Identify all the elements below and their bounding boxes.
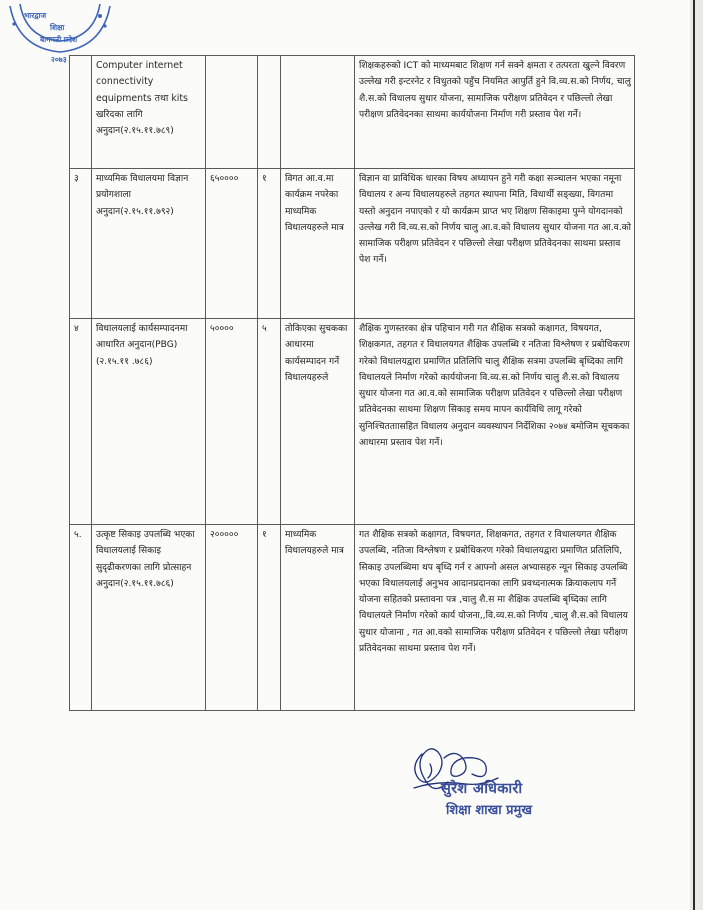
signatory-title: शिक्षा शाखा प्रमुख <box>446 803 532 818</box>
serial-cell: ५. <box>70 525 92 711</box>
stamp-line-2: शिक्षा <box>50 23 65 32</box>
amount-cell: २००००० <box>206 525 258 711</box>
scan-edge-line <box>693 0 695 910</box>
requirements-cell: गत शैक्षिक सत्रको कक्षागत, विषयगत, शिक्षकगत, तहगत र विधालयगत शैक्षिक उपलब्धि, नतिजा विश्लेषण र प्रबोधिकरण गरेको विधालयद्वारा प्रमाणित प्रतिलिपि, सिकाइ उपलब्धिमा थप बृध्दि गर्न र आफ्नो असल अभ्यासहरु न्यून सिकाइ उपलब्धि भएका विधालयलाई अनुभव आदानप्रदानका लागि प्रवध्दनात्मक क्रियाकलाप गर्ने योजना सहितको प्रस्तावना पत्र ,चालु शै.स मा शैक्षिक उपलब्धि बृध्दिका लागि विधालयले निर्माण गरेको कार्य योजना,,वि.व्य.स.को निर्णय ,चालु शै.स.को विधालय सुधार योजाना , गत आ.वको सामाजिक परीक्षण प्रतिवेदन र पछिल्लो लेखा परीक्षण प्रतिवेदनका साथमा प्रस्ताव पेश गर्ने। <box>355 525 635 711</box>
amount-cell: ५०००० <box>206 319 258 525</box>
target-cell: विगत आ.व.मा कार्यक्रम नपरेका माध्यमिक विधालयहरुले मात्र <box>281 169 355 319</box>
quantity-cell: १ <box>258 525 281 711</box>
amount-cell <box>206 56 258 169</box>
serial-cell: ३ <box>70 169 92 319</box>
target-cell <box>281 56 355 169</box>
requirements-cell: विज्ञान वा प्राविधिक धारका विषय अध्यापन हुने गरी कक्षा सञ्चालन भएका नमूना विधालय र अन्य विधालयहरुले तहगत स्थापना मिति, विधार्थी सङ्ख्या, विगतमा यस्तो अनुदान नपाएको र यो कार्यक्रम प्राप्त भए शिक्षण सिकाइमा पुग्ने योगदानको उल्लेख गरी वि.व्य.स.को निर्णय चालु आ.व.को विधालय सुधार योजना गत आ.व.को सामाजिक परीक्षण प्रतिवेदन र पछिल्लो लेखा परीक्षण प्रतिवेदनका साथमा प्रस्ताव पेश गर्ने। <box>355 169 635 319</box>
program-title-cell: माध्यमिक विधालयमा विज्ञान प्रयोगशाला अनुदान(२.१५.११.७९२) <box>92 169 206 319</box>
table-row <box>70 169 635 319</box>
target-cell: तोकिएका सुचकका आधारमा कार्यसम्पादन गर्ने विधालयहरुले <box>281 319 355 525</box>
signatory-name: सुरेश अधिकारी <box>441 781 523 797</box>
amount-cell: ६५०००० <box>206 169 258 319</box>
program-title-cell <box>92 56 206 169</box>
stamp-line-4: २०७३ <box>51 55 67 64</box>
scan-edge <box>690 0 703 910</box>
quantity-cell <box>258 56 281 169</box>
target-cell: माध्यमिक विधालयहरुले मात्र <box>281 525 355 711</box>
table-row <box>70 525 635 711</box>
serial-cell <box>70 56 92 169</box>
program-title-cell: उत्कृष्ट सिकाइ उपलब्धि भएका विधालयलाई सिकाइ सुदृढीकरणका लागि प्रोत्साहन अनुदान(२.१५.११.७८६) <box>92 525 206 711</box>
stamp-line-3: बागमती प्रदेश <box>40 35 78 44</box>
program-title-np: खरिदका लागि अनुदान(२.१५.११.७८९) <box>96 109 174 137</box>
table-row <box>70 56 635 169</box>
serial-cell: ४ <box>70 319 92 525</box>
quantity-cell: ५ <box>258 319 281 525</box>
program-title-en: Computer internet connectivity equipments तथा kits <box>96 60 188 104</box>
grant-program-table <box>69 55 635 711</box>
requirements-cell: शैक्षिक गुणस्तरका क्षेत्र पहिचान गरी गत शैक्षिक सत्रको कक्षागत, विषयगत, शिक्षकगत, तहगत र विधालयगत शैक्षिक उपलब्धि र नतिजा विश्लेषण र प्रबोधिकरण गरेको विधालयद्वारा प्रमाणित प्रतिलिपि चालु शैक्षिक सत्रमा उपलब्धि बृध्दिका लागि विधालयले निर्माण गरेको कार्ययोजना वि.व्य.स.को निर्णय चालु शै.स.को विधालय सुधार योजना गत आ.व.को सामाजिक परीक्षण प्रतिवेदन र पछिल्लो लेखा परीक्षण प्रतिवेदनका साथमा शिक्षण सिकाइ समय मापन कार्यविधि लागू गरेको सुनिश्चितताासहित विधालय अनुदान व्यवस्थापन निर्देशिका २०७४ बमोजिम सूचकका आधारमा प्रस्ताव पेश गर्ने। <box>355 319 635 525</box>
quantity-cell: १ <box>258 169 281 319</box>
requirements-cell: शिक्षकहरुको ICT को माध्यमबाट शिक्षण गर्न सक्ने क्षमता र तत्परता खुल्ने विवरण उल्लेख गरी इन्टरनेट र विधुतको पहुँच नियमित आपुर्ति हुने वि.व्य.स.को निर्णय, चालु शै.स.को विधालय सुधार योजना, सामाजिक परीक्षण प्रतिवेदन र पछिल्लो लेखा परीक्षण प्रतिवेदनका साथमा कार्ययोजना निर्माण गरी प्रस्ताव पेश गर्ने। <box>355 56 635 169</box>
stamp-line-1: भारद्वाज <box>24 11 47 20</box>
table-row <box>70 319 635 525</box>
program-title-cell: विधालयलाई कार्यसम्पादनमा आधारित अनुदान(PBG)(२.१५.११ .७८६) <box>92 319 206 525</box>
